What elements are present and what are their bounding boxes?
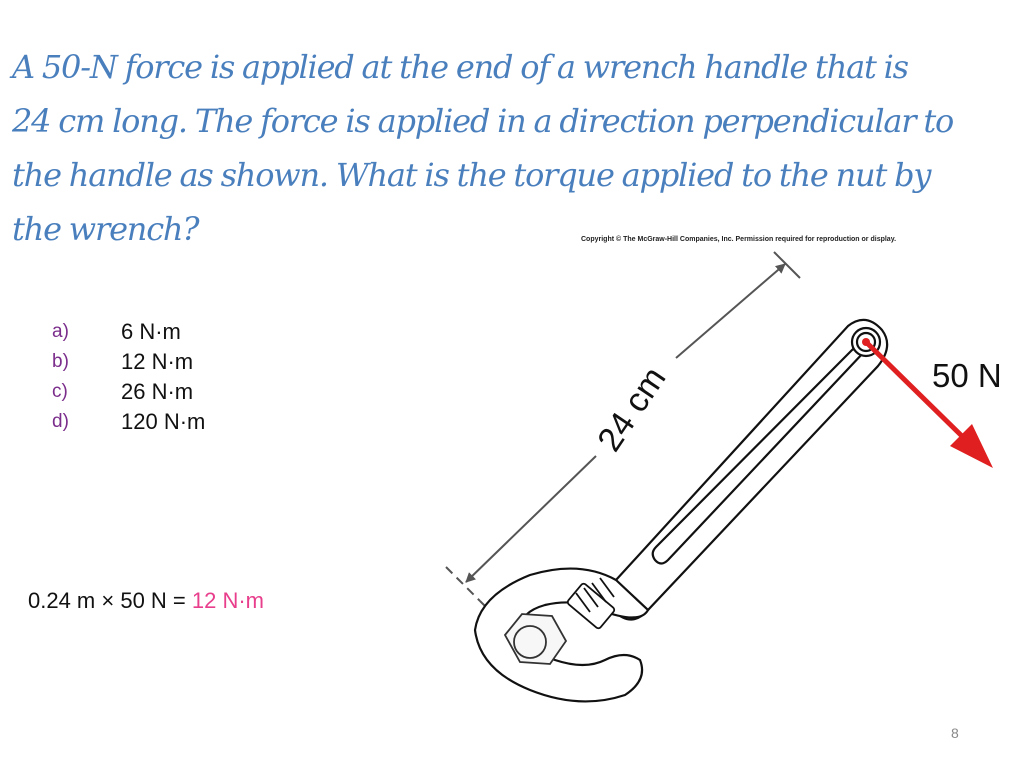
wrench [475, 320, 887, 702]
copyright-notice: Copyright © The McGraw-Hill Companies, Inc. Permission required for reproduction or display. [581, 236, 897, 243]
choice-letter: d) [52, 411, 69, 432]
question-line: the wrench? [12, 210, 199, 248]
dimension-arrow-lower [466, 456, 596, 582]
choice-text: 6 N·m [121, 319, 181, 344]
choice-letter: a) [52, 321, 69, 342]
wrench-handle-slot [653, 347, 864, 563]
force-label: 50 N [932, 357, 1002, 394]
question-line: 24 cm long. The force is applied in a direction perpendicular to [12, 102, 954, 140]
dimension-arrow-upper [676, 264, 785, 358]
choice-text: 12 N·m [121, 349, 194, 374]
dimension-tick [774, 252, 800, 278]
solution-answer: 12 N·m [191, 588, 264, 613]
force-application-point [862, 338, 870, 346]
page-number: 8 [951, 725, 959, 741]
choice-letter: b) [52, 351, 69, 372]
length-label: 24 cm [590, 360, 674, 459]
choice-text: 26 N·m [121, 379, 194, 404]
choice-letter: c) [52, 381, 68, 402]
solution-expression: 0.24 m × 50 N = [28, 588, 192, 613]
choice-text: 120 N·m [121, 409, 206, 434]
question-line: A 50-N force is applied at the end of a wrench handle that is [12, 48, 908, 86]
question-line: the handle as shown. What is the torque applied to the nut by [12, 156, 931, 194]
